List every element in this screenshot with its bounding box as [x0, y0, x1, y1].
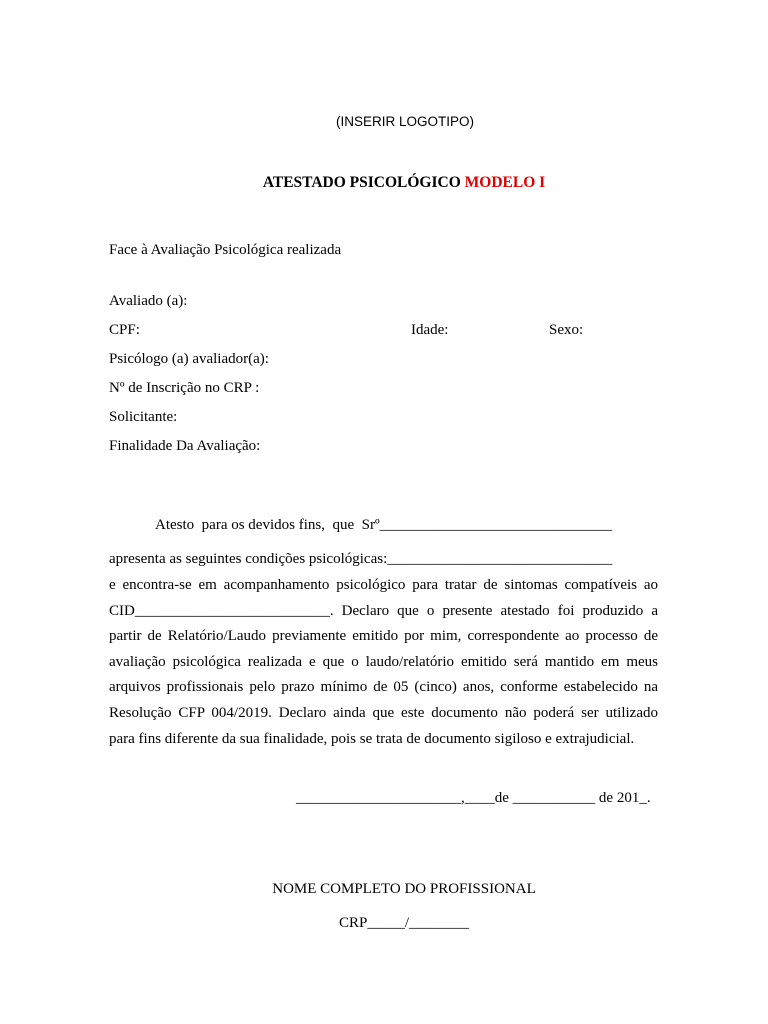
body-line-4: CID__________________________. Declaro que o presente atestado foi produzido a [109, 602, 658, 619]
field-idade: Idade: [411, 322, 449, 338]
body-paragraph [109, 573, 658, 752]
body-line-1: Atesto para os devidos fins, que Srº_______________________________ [155, 517, 613, 533]
intro-text: Face à Avaliação Psicológica realizada [109, 242, 342, 258]
field-avaliado: Avaliado (a): [109, 293, 188, 309]
field-inscricao-crp: Nº de Inscrição no CRP : [109, 380, 260, 396]
title-model: MODELO I [464, 174, 546, 191]
date-line: ______________________,____de ___________ de 201_. [296, 790, 651, 806]
field-finalidade: Finalidade Da Avaliação: [109, 438, 261, 454]
signature-crp: CRP_____/________ [338, 915, 470, 931]
body-line-2: apresenta as seguintes condições psicológicas:______________________________ [109, 551, 613, 567]
body-line-5: partir de Relatório/Laudo previamente emitido por mim, correspondente ao processo de [109, 628, 658, 645]
body-line-3: e encontra-se em acompanhamento psicológico para tratar de sintomas compatíveis ao [109, 577, 658, 593]
field-sexo: Sexo: [549, 322, 584, 338]
field-solicitante: Solicitante: [109, 409, 178, 425]
signature-name: NOME COMPLETO DO PROFISSIONAL [272, 881, 536, 897]
document-title [0, 174, 768, 192]
body-line-8: Resolução CFP 004/2019. Declaro ainda que este documento não poderá ser utilizado [109, 704, 658, 721]
logo-placeholder: (INSERIR LOGOTIPO) [335, 114, 474, 129]
field-psicologo: Psicólogo (a) avaliador(a): [109, 351, 269, 367]
field-cpf: CPF: [109, 322, 140, 338]
body-line-6: avaliação psicológica realizada e que o laudo/relatório emitido será mantido em meus [109, 653, 658, 670]
body-line-9: para fins diferente da sua finalidade, pois se trata de documento sigiloso e extrajudicial. [109, 730, 635, 747]
title-main: ATESTADO PSICOLÓGICO [262, 174, 465, 191]
body-line-7: arquivos profissionais pelo prazo mínimo de 05 (cinco) anos, conforme estabelecido na [109, 679, 658, 696]
